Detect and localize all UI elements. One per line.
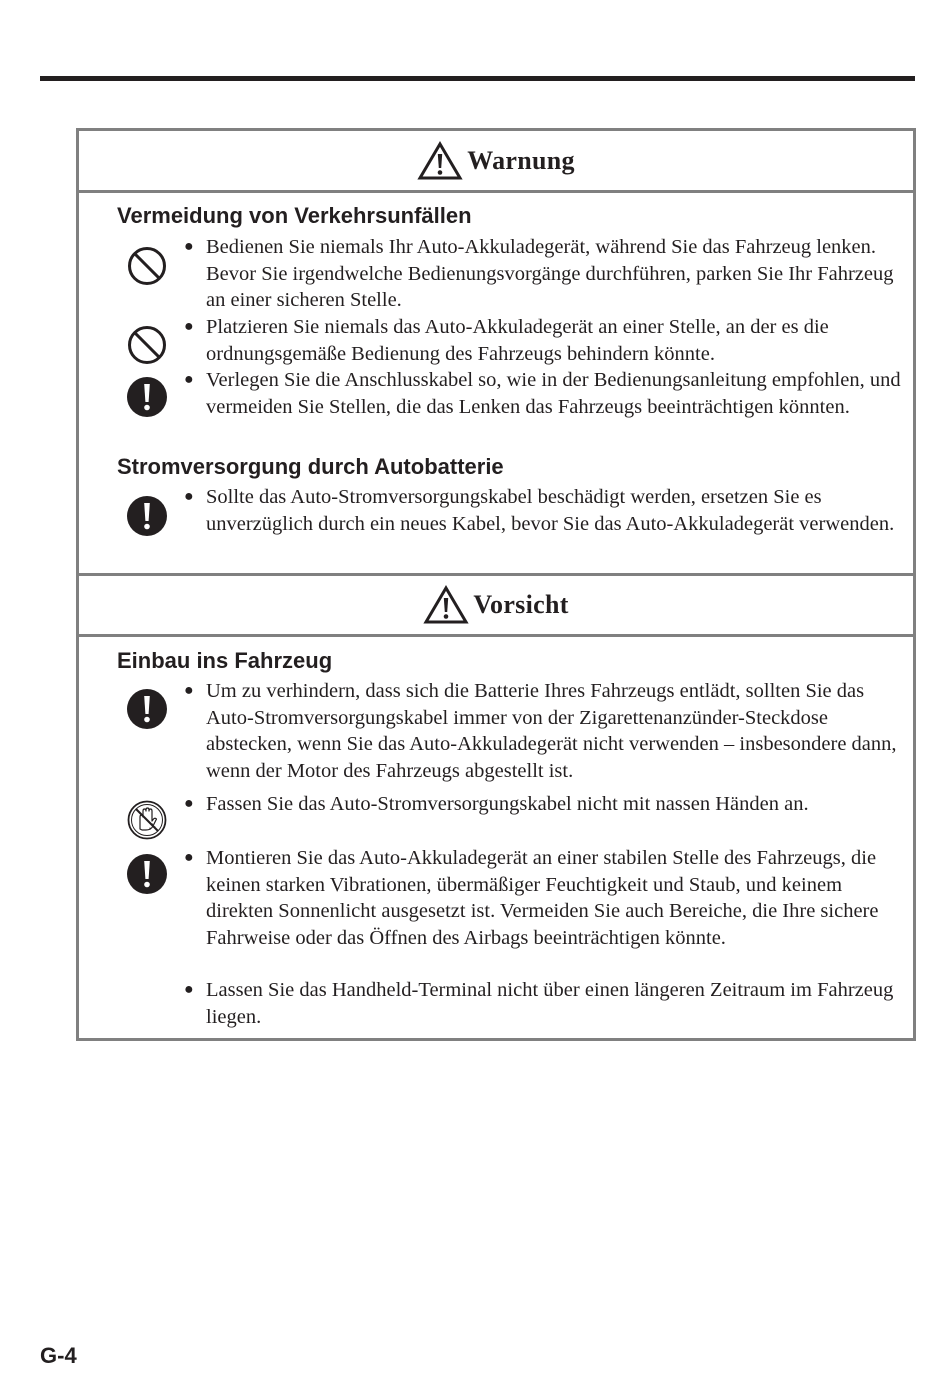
top-rule [40,76,915,81]
list-item [184,234,904,314]
mandatory-exclamation-icon [126,688,168,730]
section-title-car-battery-power: Stromversorgung durch Autobatterie [117,454,504,479]
bullet: ● [184,488,194,505]
list-item [184,367,904,420]
list-item [184,845,904,951]
bullet: ● [184,318,194,335]
no-wet-hands-icon [126,799,168,841]
prohibition-icon [126,245,168,287]
bullet: ● [184,238,194,255]
warning-title: Warnung [467,145,575,175]
mandatory-exclamation-icon [126,376,168,418]
bullet: ● [184,682,194,699]
bullet: ● [184,371,194,388]
list-item [184,977,904,1030]
list-item [184,314,904,367]
caution-title: Vorsicht [473,590,569,619]
mandatory-exclamation-icon [126,853,168,895]
list-item [184,678,904,784]
item-text: Platzieren Sie niemals das Auto-Akkuladegerät an einer Stelle, an der es die ordnungsgemäße Bedienung des Fahrzeugs behindern könnte. [206,316,829,365]
warning-header [79,131,913,193]
warning-triangle-icon [417,141,463,181]
item-text: Verlegen Sie die Anschlusskabel so, wie in der Bedienungsanleitung empfohlen, und vermeiden Sie Stellen, die das Lenken das Fahrzeugs beeinträchtigen könnten. [206,369,901,418]
mandatory-exclamation-icon [126,495,168,537]
item-text: Um zu verhindern, dass sich die Batterie Ihres Fahrzeugs entlädt, sollten Sie das Auto-Stromversorgungskabel immer von der Zigarettenanzünder-Steckdose abstecken, wenn Sie das Auto-Akkuladegerät nicht verwenden – insbesondere dann, wenn der Motor des Fahrzeugs abgestellt ist. [206,680,897,782]
prohibition-icon [126,324,168,366]
item-text: Montieren Sie das Auto-Akkuladegerät an einer stabilen Stelle des Fahrzeugs, die keinen starken Vibrationen, übermäßiger Feuchtigkeit und Staub, und keinem direkten Sonnenlicht ausgesetzt ist. Vermeiden Sie auch Bereiche, die Ihre sichere Fahrweise oder das Öffnen des Airbags beeinträchtigen könnte. [206,847,879,949]
bullet: ● [184,795,194,812]
safety-notice-box [76,128,916,1041]
bullet: ● [184,981,194,998]
bullet: ● [184,849,194,866]
item-text: Lassen Sie das Handheld-Terminal nicht über einen längeren Zeitraum im Fahrzeug liegen. [206,979,894,1028]
section-title-vehicle-installation: Einbau ins Fahrzeug [117,648,333,673]
item-text: Sollte das Auto-Stromversorgungskabel beschädigt werden, ersetzen Sie es unverzüglich durch ein neues Kabel, bevor Sie das Auto-Akkuladegerät verwenden. [206,486,895,535]
list-item [184,791,904,818]
list-item [184,484,904,537]
item-text: Fassen Sie das Auto-Stromversorgungskabel nicht mit nassen Händen an. [206,793,809,815]
page-number: G-4 [40,1343,77,1368]
section-title-traffic-accidents: Vermeidung von Verkehrsunfällen [117,203,472,228]
warning-triangle-icon [423,585,469,625]
caution-header [79,573,913,637]
item-text: Bedienen Sie niemals Ihr Auto-Akkuladegerät, während Sie das Fahrzeug lenken. Bevor Sie irgendwelche Bedienungsvorgänge durchführen, parken Sie Ihr Fahrzeug an einer sicheren Stelle. [206,236,894,311]
